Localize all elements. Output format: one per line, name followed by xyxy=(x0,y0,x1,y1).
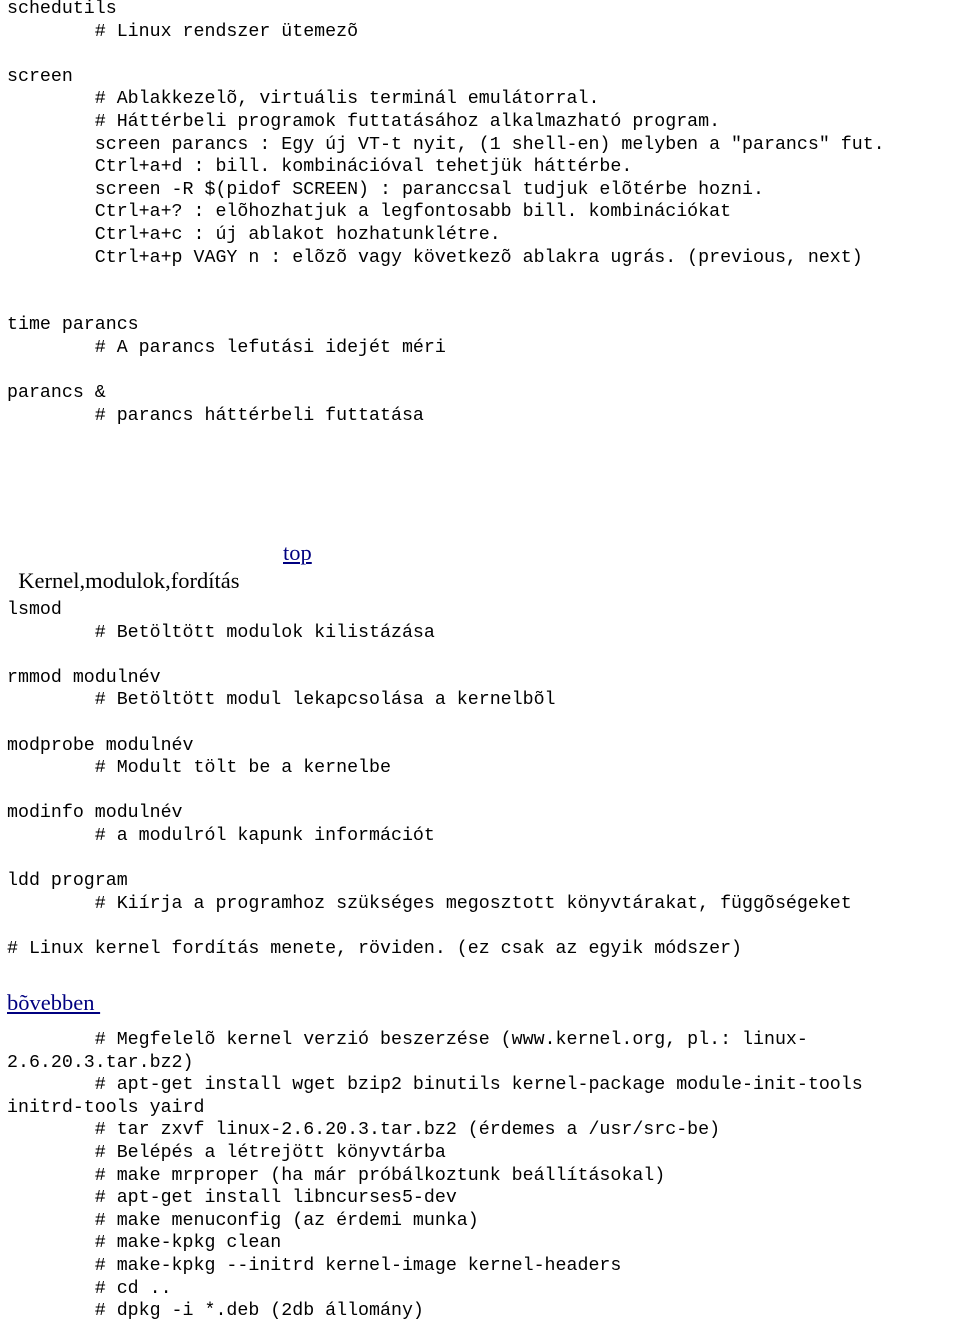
commands-block-kernel-compile: # Megfelelõ kernel verzió beszerzése (www.kernel.org, pl.: linux- 2.6.20.3.tar.bz2) # apt-get install wget bzip2 binutils kernel-package module-init-tools initrd-tools yaird # tar zxvf linux-2.6.20.3.tar.bz2 (érdemes a /usr/src-be) # Belépés a létrejött könyvtárba # make mrproper (ha már próbálkoztunk beállításokal) # apt-get install libncurses5-dev # make menuconfig (az érdemi munka) # make-kpkg clean # make-kpkg --initrd kernel-image kernel-headers # cd .. # dpkg -i *.deb (2db állomány) xyxy=(7,1030,863,1322)
section-title: Kernel,modulok,fordítás xyxy=(18,568,240,593)
more-info-link[interactable]: bõvebben xyxy=(7,990,101,1015)
top-link[interactable]: top xyxy=(283,540,312,565)
commands-block-screen-time: schedutils # Linux rendszer ütemezõ screen # Ablakkezelõ, virtuális terminál emulátorral. # Háttérbeli programok futtatásához alkalmazható program. screen parancs : Egy új VT-t nyit, (1 shell-en) melyben a "parancs" fut. Ctrl+a+d : bill. kombinációval tehetjük háttérbe. screen -R $(pidof SCREEN) : paranccsal tudjuk elõtérbe hozni. Ctrl+a+? : elõhozhatjuk a legfontosabb bill. kombinációkat Ctrl+a+c : új ablakot hozhatunklétre. Ctrl+a+p VAGY n : elõzõ vagy következõ ablakra ugrás. (previous, next) time parancs # A parancs lefutási idejét méri parancs & # parancs háttérbeli futtatása xyxy=(7,0,885,426)
commands-block-modules: lsmod # Betöltött modulok kilistázása rmmod modulnév # Betöltött modul lekapcsolása a kernelbõl modprobe modulnév # Modult tölt be a kernelbe modinfo modulnév # a modulról kapunk információt ldd program # Kiírja a programhoz szükséges megosztott könyvtárakat, függõségeket # Linux kernel fordítás menete, röviden. (ez csak az egyik módszer) xyxy=(7,600,852,959)
